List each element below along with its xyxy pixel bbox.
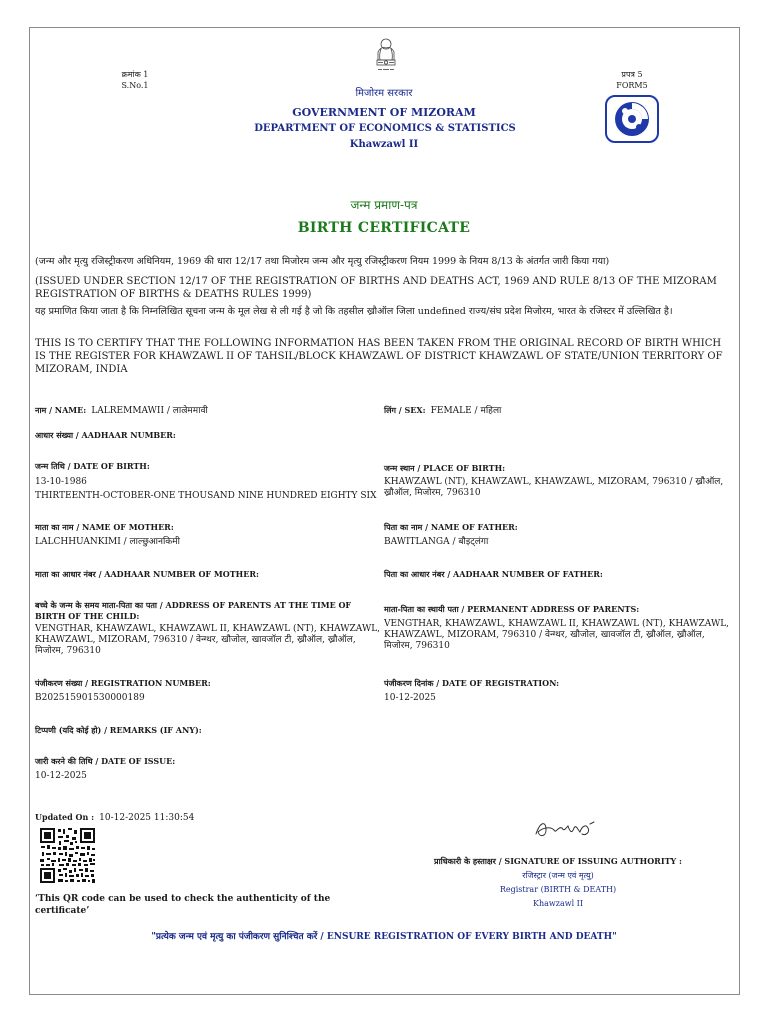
- name-field: [35, 398, 375, 417]
- government-name-en: GOVERNMENT OF MIZORAM: [292, 106, 476, 119]
- certify-statement-en: THIS IS TO CERTIFY THAT THE FOLLOWING INFORMATION HAS BEEN TAKEN FROM THE ORIGINAL RECORD OF BIRTH WHICH IS THE REGISTER FOR KHAWZAWL II OF TAHSIL/BLOCK KHAWZAWL OF DISTRICT KHAWZAWL OF STATE/UNION TERRITORY OF MIZORAM, INDIA: [35, 338, 723, 375]
- certify-statement-hi: यह प्रमाणित किया जाता है कि निम्नलिखित सूचना जन्म के मूल लेख से ली गई है जो कि तहसील ख्रौऑल जिला undefined राज्य/संघ प्रदेश मिजोरम, भारत के रजिस्टर में उल्लिखित है।: [35, 306, 673, 317]
- dob-label: जन्म तिथि / DATE OF BIRTH:: [35, 461, 150, 471]
- registration-slogan: "प्रत्येक जन्म एवं मृत्यु का पंजीकरण सुनिश्चित करें / ENSURE REGISTRATION OF EVERY BIRTH AND DEATH": [151, 932, 617, 942]
- dob-in-words: THIRTEENTH-OCTOBER-ONE THOUSAND NINE HUNDRED EIGHTY SIX: [35, 491, 377, 501]
- pob-value: KHAWZAWL (NT), KHAWZAWL, KHAWZAWL, MIZORAM, 796310 / ख्रौऑल, ख्रौऑल, मिजोरम, 796310: [384, 477, 724, 498]
- department-name: DEPARTMENT OF ECONOMICS & STATISTICS: [254, 123, 516, 134]
- crs-logo-icon: [604, 95, 660, 143]
- issue-date-label: जारी करने की तिथि / DATE OF ISSUE:: [35, 756, 176, 766]
- aadhaar-label: आधार संख्या / AADHAAR NUMBER:: [35, 430, 176, 440]
- signature-authority-label: प्राधिकारी के हस्ताक्षर / SIGNATURE OF ISSUING AUTHORITY :: [434, 856, 682, 866]
- name-value: LALREMMAWII / लाल्रेममावी: [91, 406, 208, 416]
- serial-number-hi: क्रमांक 1: [121, 70, 149, 79]
- pob-label: जन्म स्थान / PLACE OF BIRTH:: [384, 463, 506, 473]
- registrar-title-en: Registrar (BIRTH & DEATH): [499, 885, 617, 894]
- registration-date-value: 10-12-2025: [384, 693, 436, 703]
- sex-value: FEMALE / महिला: [430, 406, 502, 416]
- dob-value: 13-10-1986: [35, 477, 87, 487]
- father-name-value: BAWITLANGA / बौइट्लंगा: [384, 537, 489, 547]
- registration-date-label: पंजीकरण दिनांक / DATE OF REGISTRATION:: [384, 678, 560, 688]
- form-number: [598, 69, 666, 91]
- registration-number-label: पंजीकरण संख्या / REGISTRATION NUMBER:: [35, 678, 211, 688]
- sex-field: [384, 398, 734, 417]
- address-at-birth-label: बच्चे के जन्म के समय माता-पिता का पता / ADDRESS OF PARENTS AT THE TIME OF BIRTH OF THE CHILD:: [35, 600, 352, 621]
- name-label: नाम / NAME:: [35, 405, 87, 415]
- updated-on-label: Updated On :: [35, 812, 95, 822]
- issued-under-hi: (जन्म और मृत्यु रजिस्ट्रीकरण अधिनियम, 1969 की धारा 12/17 तथा मिजोरम जन्म और मृत्यु रजिस्ट्रीकरण नियम 1999 के नियम 8/13 के अंतर्गत जारी किया गया): [35, 256, 610, 267]
- certificate-border: [29, 27, 740, 995]
- updated-on-value: 10-12-2025 11:30:54: [99, 813, 195, 823]
- serial-number-en: S.No.1: [121, 81, 149, 90]
- address-at-birth-value: VENGTHAR, KHAWZAWL, KHAWZAWL II, KHAWZAWL (NT), KHAWZAWL, KHAWZAWL, MIZORAM, 796310 / वेन्ग्थर, खौजोल, खावजॉल टी, ख्रौऑल, ख्रौऑल, मिजोरम, 796310: [35, 624, 381, 656]
- updated-on: [35, 805, 375, 824]
- certificate-title-en: BIRTH CERTIFICATE: [297, 220, 471, 236]
- national-emblem-icon: [372, 36, 400, 78]
- issue-date-value: 10-12-2025: [35, 771, 87, 781]
- sex-label: लिंग / SEX:: [384, 405, 426, 415]
- registrar-title-hi: रजिस्ट्रार (जन्म एवं मृत्यु): [522, 871, 594, 880]
- registrar-office: Khawzawl II: [533, 899, 583, 908]
- serial-number: [100, 69, 170, 91]
- authority-signature: [532, 816, 598, 842]
- registration-number-value: B202515901530000189: [35, 693, 145, 703]
- form-number-en: FORM5: [616, 81, 648, 90]
- certificate-title-hi: जन्म प्रमाण-पत्र: [350, 198, 418, 212]
- government-name-hi: मिजोरम सरकार: [355, 88, 413, 99]
- qr-code: [39, 827, 96, 884]
- permanent-address-label: माता-पिता का स्थायी पता / PERMANENT ADDRESS OF PARENTS:: [384, 604, 640, 614]
- mother-name-label: माता का नाम / NAME OF MOTHER:: [35, 522, 174, 532]
- issued-under-en: (ISSUED UNDER SECTION 12/17 OF THE REGISTRATION OF BIRTHS AND DEATHS ACT, 1969 AND RULE 8/13 OF THE MIZORAM REGISTRATION OF BIRTHS & DEATHS RULES 1999): [35, 276, 717, 300]
- qr-code-note: ‘This QR code can be used to check the authenticity of the certificate’: [35, 894, 331, 916]
- remarks-label: टिप्पणी (यदि कोई हो) / REMARKS (IF ANY):: [35, 725, 202, 735]
- office-name: Khawzawl II: [349, 139, 419, 150]
- form-number-hi: प्रपत्र 5: [621, 70, 643, 79]
- mother-aadhaar-label: माता का आधार नंबर / AADHAAR NUMBER OF MOTHER:: [35, 569, 259, 579]
- permanent-address-value: VENGTHAR, KHAWZAWL, KHAWZAWL II, KHAWZAWL (NT), KHAWZAWL, KHAWZAWL, MIZORAM, 796310 / वेन्ग्थर, खौजोल, खावजॉल टी, ख्रौऑल, ख्रौऑल, मिजोरम, 796310: [384, 619, 730, 651]
- father-aadhaar-label: पिता का आधार नंबर / AADHAAR NUMBER OF FATHER:: [384, 569, 603, 579]
- mother-name-value: LALCHHUANKIMI / लाल्छुआनकिमी: [35, 537, 180, 547]
- father-name-label: पिता का नाम / NAME OF FATHER:: [384, 522, 518, 532]
